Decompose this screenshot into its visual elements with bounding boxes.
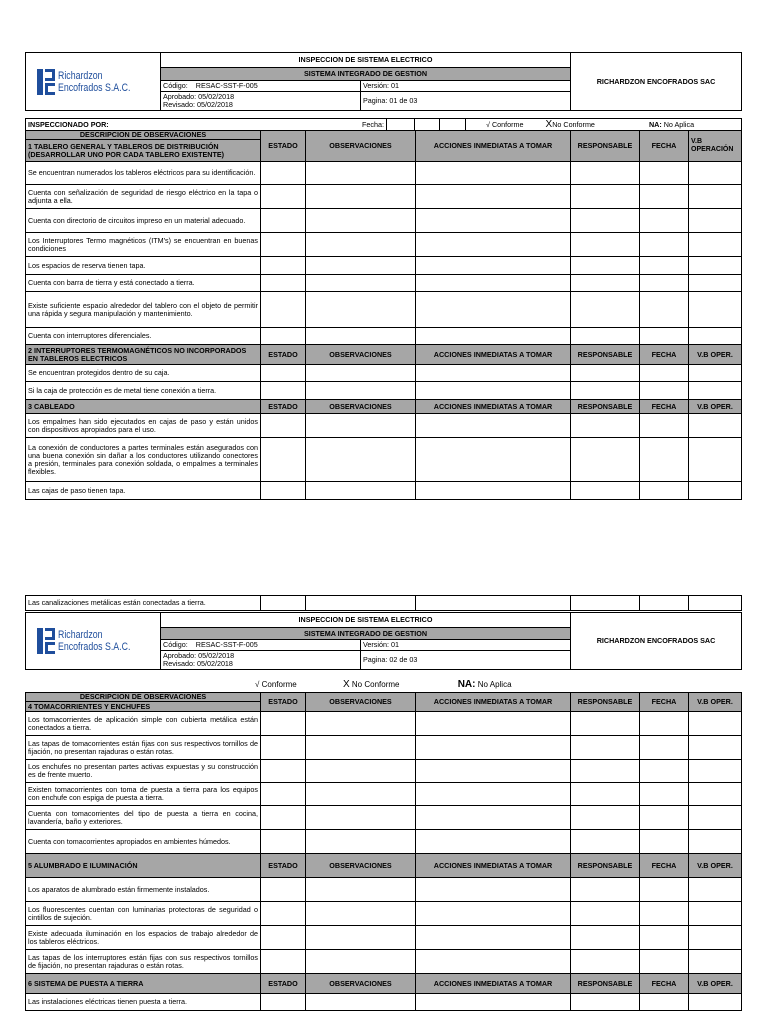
estado-cell[interactable] xyxy=(261,950,306,974)
estado-cell[interactable] xyxy=(261,275,306,292)
table-row xyxy=(26,328,742,345)
responsable-cell[interactable] xyxy=(571,365,640,382)
item-text: Cuenta con interruptores diferenciales. xyxy=(26,328,261,345)
obs-cell[interactable] xyxy=(306,292,416,328)
col-acciones: ACCIONES INMEDIATAS A TOMAR xyxy=(416,131,571,162)
item-text: Cuenta con señalización de seguridad de riesgo eléctrico en la tapa o adjunta a ella. xyxy=(26,185,261,209)
fecha-cell[interactable] xyxy=(640,596,689,611)
vb-cell[interactable] xyxy=(689,806,742,830)
logo xyxy=(26,613,161,670)
estado-cell[interactable] xyxy=(261,736,306,760)
item-text: Las canalizaciones metálicas están conectadas a tierra. xyxy=(26,596,261,611)
col-descripcion: DESCRIPCION DE OBSERVACIONES xyxy=(26,693,261,702)
table-row xyxy=(26,438,742,482)
col-acciones: ACCIONES INMEDIATAS A TOMAR xyxy=(416,854,571,878)
na-symbol: NA: xyxy=(457,679,476,690)
section-3-title: 3 CABLEADO xyxy=(26,400,261,414)
table-row xyxy=(26,760,742,783)
item-text: Los Interruptores Termo magnéticos (ITM's) se encuentran en buenas condiciones xyxy=(26,233,261,257)
acciones-cell[interactable] xyxy=(416,783,571,806)
acciones-cell[interactable] xyxy=(416,185,571,209)
estado-cell[interactable] xyxy=(261,712,306,736)
acciones-cell[interactable] xyxy=(416,878,571,902)
estado-cell[interactable] xyxy=(261,806,306,830)
fecha-cell[interactable] xyxy=(640,185,689,209)
na-label: No Aplica xyxy=(477,680,512,689)
estado-cell[interactable] xyxy=(261,783,306,806)
obs-cell[interactable] xyxy=(306,994,416,1011)
col-fecha: FECHA xyxy=(640,400,689,414)
table-row xyxy=(26,257,742,275)
item-text: Los tomacorrientes de aplicación simple con cubierta metálica están conectados a tierra. xyxy=(26,712,261,736)
obs-cell[interactable] xyxy=(306,482,416,500)
table-row xyxy=(26,275,742,292)
acciones-cell[interactable] xyxy=(416,596,571,611)
page2-main-table xyxy=(25,692,742,1011)
table-row xyxy=(26,365,742,382)
fecha-cell[interactable] xyxy=(640,209,689,233)
acciones-cell[interactable] xyxy=(416,209,571,233)
item-text: Cuenta con tomacorrientes apropiados en ambientes húmedos. xyxy=(26,830,261,854)
vb-cell[interactable] xyxy=(689,275,742,292)
acciones-cell[interactable] xyxy=(416,275,571,292)
vb-cell[interactable] xyxy=(689,292,742,328)
vb-cell[interactable] xyxy=(689,328,742,345)
fecha-cell[interactable] xyxy=(640,438,689,482)
col-fecha: FECHA xyxy=(640,693,689,712)
obs-cell[interactable] xyxy=(306,438,416,482)
page1-header xyxy=(25,52,742,111)
item-text: Cuenta con barra de tierra y está conectado a tierra. xyxy=(26,275,261,292)
acciones-cell[interactable] xyxy=(416,712,571,736)
col-estado: ESTADO xyxy=(261,854,306,878)
fecha-cell[interactable] xyxy=(640,712,689,736)
estado-cell[interactable] xyxy=(261,596,306,611)
item-text: Los fluorescentes cuentan con luminarias protectoras de seguridad o cintillos de sujeción. xyxy=(26,902,261,926)
estado-cell[interactable] xyxy=(261,926,306,950)
obs-cell[interactable] xyxy=(306,806,416,830)
vb-cell[interactable] xyxy=(689,830,742,854)
vb-cell[interactable] xyxy=(689,596,742,611)
no-conforme-label: No Conforme xyxy=(552,119,595,129)
col-observaciones: OBSERVACIONES xyxy=(306,131,416,162)
fecha-label: Fecha: xyxy=(341,119,387,131)
fecha-cell[interactable] xyxy=(640,328,689,345)
fecha-cell[interactable] xyxy=(640,902,689,926)
logo-mark-icon xyxy=(37,69,55,95)
acciones-cell[interactable] xyxy=(416,830,571,854)
acciones-cell[interactable] xyxy=(416,162,571,185)
item-text: Existe suficiente espacio alrededor del tablero con el objeto de permitir una rápida y segura manipulación y mantenimiento. xyxy=(26,292,261,328)
fecha-cell[interactable] xyxy=(640,783,689,806)
fecha-cell[interactable] xyxy=(640,926,689,950)
fecha-cell[interactable] xyxy=(640,830,689,854)
estado-cell[interactable] xyxy=(261,382,306,400)
no-conforme-symbol: X xyxy=(545,118,553,130)
acciones-cell[interactable] xyxy=(416,950,571,974)
item-text: Los aparatos de alumbrado están firmemente instalados. xyxy=(26,878,261,902)
codigo: Código: RESAC-SST-F-005 xyxy=(161,81,361,92)
logo-line2: Encofrados S.A.C. xyxy=(58,641,131,653)
responsable-cell[interactable] xyxy=(571,209,640,233)
vb-cell[interactable] xyxy=(689,783,742,806)
fecha-year-box[interactable] xyxy=(440,119,466,131)
logo-line1: Richardzon xyxy=(58,69,103,82)
col-vb-oper: V.B OPER. xyxy=(689,693,742,712)
obs-cell[interactable] xyxy=(306,257,416,275)
page1-main-table xyxy=(25,130,742,500)
estado-cell[interactable] xyxy=(261,830,306,854)
item-text: La conexión de conductores a partes terminales están asegurados con una buena conexión sin dañar a los conductores utilizando conectores a presión, terminales para conexión soldada, o empalmes a terminales flexibles. xyxy=(26,438,261,482)
col-acciones: ACCIONES INMEDIATAS A TOMAR xyxy=(416,693,571,712)
responsable-cell[interactable] xyxy=(571,950,640,974)
acciones-cell[interactable] xyxy=(416,292,571,328)
table-row xyxy=(26,596,742,611)
responsable-cell[interactable] xyxy=(571,233,640,257)
conforme-label: Conforme xyxy=(261,680,297,689)
obs-cell[interactable] xyxy=(306,365,416,382)
acciones-cell[interactable] xyxy=(416,438,571,482)
col-observaciones: OBSERVACIONES xyxy=(306,974,416,994)
company-name: RICHARDZON ENCOFRADOS SAC xyxy=(571,613,742,670)
obs-cell[interactable] xyxy=(306,830,416,854)
estado-cell[interactable] xyxy=(261,902,306,926)
estado-cell[interactable] xyxy=(261,233,306,257)
table-row xyxy=(26,292,742,328)
form-title: INSPECCION DE SISTEMA ELECTRICO xyxy=(161,613,571,628)
item-text: Las instalaciones eléctricas tienen puesta a tierra. xyxy=(26,994,261,1011)
obs-cell[interactable] xyxy=(306,926,416,950)
table-row xyxy=(26,902,742,926)
obs-cell[interactable] xyxy=(306,328,416,345)
responsable-cell[interactable] xyxy=(571,292,640,328)
acciones-cell[interactable] xyxy=(416,902,571,926)
responsable-cell[interactable] xyxy=(571,275,640,292)
col-fecha: FECHA xyxy=(640,131,689,162)
responsable-cell[interactable] xyxy=(571,760,640,783)
responsable-cell[interactable] xyxy=(571,994,640,1011)
responsable-cell[interactable] xyxy=(571,596,640,611)
estado-cell[interactable] xyxy=(261,760,306,783)
col-acciones: ACCIONES INMEDIATAS A TOMAR xyxy=(416,400,571,414)
col-estado: ESTADO xyxy=(261,400,306,414)
obs-cell[interactable] xyxy=(306,209,416,233)
estado-cell[interactable] xyxy=(261,482,306,500)
vb-cell[interactable] xyxy=(689,760,742,783)
col-responsable: RESPONSABLE xyxy=(571,400,640,414)
responsable-cell[interactable] xyxy=(571,414,640,438)
item-text: Existe adecuada iluminación en los espacios de trabajo alrededor de los tableros eléctricos. xyxy=(26,926,261,950)
page2-legend xyxy=(255,679,635,690)
col-vb-operacion: V.B OPERACIÓN xyxy=(689,131,742,162)
responsable-cell[interactable] xyxy=(571,806,640,830)
vb-cell[interactable] xyxy=(689,209,742,233)
estado-cell[interactable] xyxy=(261,994,306,1011)
estado-cell[interactable] xyxy=(261,292,306,328)
item-text: Se encuentran protegidos dentro de su caja. xyxy=(26,365,261,382)
aprobado-revisado: Aprobado: 05/02/2018 Revisado: 05/02/2018 xyxy=(161,651,361,670)
fecha-cell[interactable] xyxy=(640,414,689,438)
obs-cell[interactable] xyxy=(306,950,416,974)
item-text: Los empalmes han sido ejecutados en cajas de paso y están unidos con dispositivos apropiados para el uso. xyxy=(26,414,261,438)
estado-cell[interactable] xyxy=(261,328,306,345)
responsable-cell[interactable] xyxy=(571,382,640,400)
item-text: Si la caja de protección es de metal tiene conexión a tierra. xyxy=(26,382,261,400)
vb-cell[interactable] xyxy=(689,365,742,382)
vb-cell[interactable] xyxy=(689,185,742,209)
responsable-cell[interactable] xyxy=(571,328,640,345)
col-estado: ESTADO xyxy=(261,693,306,712)
estado-cell[interactable] xyxy=(261,878,306,902)
responsable-cell[interactable] xyxy=(571,438,640,482)
table-row xyxy=(26,994,742,1011)
fecha-cell[interactable] xyxy=(640,806,689,830)
logo-line1: Richardzon xyxy=(58,629,103,641)
acciones-cell[interactable] xyxy=(416,482,571,500)
acciones-cell[interactable] xyxy=(416,414,571,438)
vb-cell[interactable] xyxy=(689,712,742,736)
col-responsable: RESPONSABLE xyxy=(571,974,640,994)
obs-cell[interactable] xyxy=(306,783,416,806)
fecha-cell[interactable] xyxy=(640,233,689,257)
acciones-cell[interactable] xyxy=(416,806,571,830)
obs-cell[interactable] xyxy=(306,878,416,902)
inspeccionado-por-label: INSPECCIONADO POR: xyxy=(26,119,341,131)
col-observaciones: OBSERVACIONES xyxy=(306,345,416,365)
responsable-cell[interactable] xyxy=(571,926,640,950)
vb-cell[interactable] xyxy=(689,414,742,438)
obs-cell[interactable] xyxy=(306,233,416,257)
responsable-cell[interactable] xyxy=(571,736,640,760)
fecha-cell[interactable] xyxy=(640,257,689,275)
fecha-cell[interactable] xyxy=(640,275,689,292)
table-row xyxy=(26,233,742,257)
col-responsable: RESPONSABLE xyxy=(571,345,640,365)
vb-cell[interactable] xyxy=(689,736,742,760)
acciones-cell[interactable] xyxy=(416,994,571,1011)
na-symbol: NA: xyxy=(648,119,662,129)
col-responsable: RESPONSABLE xyxy=(571,131,640,162)
table-row xyxy=(26,185,742,209)
col-acciones: ACCIONES INMEDIATAS A TOMAR xyxy=(416,345,571,365)
table-row xyxy=(26,830,742,854)
col-observaciones: OBSERVACIONES xyxy=(306,854,416,878)
responsable-cell[interactable] xyxy=(571,162,640,185)
estado-cell[interactable] xyxy=(261,162,306,185)
logo xyxy=(26,53,161,111)
fecha-cell[interactable] xyxy=(640,760,689,783)
acciones-cell[interactable] xyxy=(416,328,571,345)
col-fecha: FECHA xyxy=(640,345,689,365)
col-vb-oper: V.B OPER. xyxy=(689,400,742,414)
table-row xyxy=(26,806,742,830)
obs-cell[interactable] xyxy=(306,382,416,400)
responsable-cell[interactable] xyxy=(571,878,640,902)
table-row xyxy=(26,878,742,902)
section-5-title: 5 ALUMBRADO E ILUMINACIÓN xyxy=(26,854,261,878)
conforme-symbol: √ xyxy=(486,119,490,129)
obs-cell[interactable] xyxy=(306,414,416,438)
obs-cell[interactable] xyxy=(306,185,416,209)
responsable-cell[interactable] xyxy=(571,830,640,854)
col-fecha: FECHA xyxy=(640,854,689,878)
section-6-title: 6 SISTEMA DE PUESTA A TIERRA xyxy=(26,974,261,994)
na-label: No Aplica xyxy=(663,119,695,129)
fecha-day-box[interactable] xyxy=(387,119,415,131)
col-responsable: RESPONSABLE xyxy=(571,854,640,878)
col-vb-oper: V.B OPER. xyxy=(689,345,742,365)
estado-cell[interactable] xyxy=(261,185,306,209)
item-text: Los espacios de reserva tienen tapa. xyxy=(26,257,261,275)
col-vb-oper: V.B OPER. xyxy=(689,854,742,878)
pagina: Pagina: 02 de 03 xyxy=(361,651,571,670)
obs-cell[interactable] xyxy=(306,902,416,926)
vb-cell[interactable] xyxy=(689,994,742,1011)
acciones-cell[interactable] xyxy=(416,760,571,783)
table-row xyxy=(26,712,742,736)
acciones-cell[interactable] xyxy=(416,365,571,382)
logo-mark-icon xyxy=(37,628,55,654)
fecha-cell[interactable] xyxy=(640,736,689,760)
estado-cell[interactable] xyxy=(261,414,306,438)
col-observaciones: OBSERVACIONES xyxy=(306,400,416,414)
item-text: Las tapas de los interruptores están fijas con sus respectivos tornillos de fijación, no presentan rajaduras o están rotas. xyxy=(26,950,261,974)
company-name: RICHARDZON ENCOFRADOS SAC xyxy=(571,53,742,111)
vb-cell[interactable] xyxy=(689,482,742,500)
acciones-cell[interactable] xyxy=(416,926,571,950)
table-row xyxy=(26,783,742,806)
conforme-symbol: √ xyxy=(255,680,260,689)
aprobado-revisado: Aprobado: 05/02/2018 Revisado: 05/02/2018 xyxy=(161,92,361,111)
obs-cell[interactable] xyxy=(306,712,416,736)
page2-header xyxy=(25,612,742,670)
item-text: Existen tomacorrientes con toma de puesta a tierra para los equipos con enchufe con espiga de puesta a tierra. xyxy=(26,783,261,806)
col-vb-oper: V.B OPER. xyxy=(689,974,742,994)
item-text: Cuenta con directorio de circuitos impreso en un material adecuado. xyxy=(26,209,261,233)
col-observaciones: OBSERVACIONES xyxy=(306,693,416,712)
estado-cell[interactable] xyxy=(261,438,306,482)
table-row xyxy=(26,736,742,760)
form-title: INSPECCION DE SISTEMA ELECTRICO xyxy=(161,53,571,68)
col-estado: ESTADO xyxy=(261,345,306,365)
fecha-cell[interactable] xyxy=(640,994,689,1011)
acciones-cell[interactable] xyxy=(416,736,571,760)
obs-cell[interactable] xyxy=(306,596,416,611)
col-acciones: ACCIONES INMEDIATAS A TOMAR xyxy=(416,974,571,994)
section-2-title: 2 INTERRUPTORES TERMOMAGNÉTICOS NO INCORPORADOS EN TABLEROS ELECTRICOS xyxy=(26,345,261,365)
no-conforme-symbol: X xyxy=(342,679,350,690)
table-row xyxy=(26,414,742,438)
no-conforme-label: No Conforme xyxy=(351,680,400,689)
item-text: Las tapas de tomacorrientes están fijas con sus respectivos tornillos de fijación, no presentan rajaduras o están rotas. xyxy=(26,736,261,760)
item-text: Las cajas de paso tienen tapa. xyxy=(26,482,261,500)
fecha-cell[interactable] xyxy=(640,292,689,328)
obs-cell[interactable] xyxy=(306,736,416,760)
version: Versión: 01 xyxy=(361,81,571,92)
table-row xyxy=(26,209,742,233)
obs-cell[interactable] xyxy=(306,162,416,185)
responsable-cell[interactable] xyxy=(571,482,640,500)
estado-cell[interactable] xyxy=(261,209,306,233)
col-descripcion: DESCRIPCION DE OBSERVACIONES xyxy=(26,131,261,140)
table-row xyxy=(26,162,742,185)
section-1-title: 1 TABLERO GENERAL Y TABLEROS DE DISTRIBUCIÓN (DESARROLLAR UNO POR CADA TABLERO EXISTENTE) xyxy=(26,140,261,162)
acciones-cell[interactable] xyxy=(416,382,571,400)
responsable-cell[interactable] xyxy=(571,712,640,736)
responsable-cell[interactable] xyxy=(571,257,640,275)
item-text: Cuenta con tomacorrientes del tipo de puesta a tierra en cocina, lavandería, baño y exteriores. xyxy=(26,806,261,830)
fecha-cell[interactable] xyxy=(640,482,689,500)
vb-cell[interactable] xyxy=(689,902,742,926)
table-row xyxy=(26,482,742,500)
vb-cell[interactable] xyxy=(689,950,742,974)
form-subtitle: SISTEMA INTEGRADO DE GESTION xyxy=(161,628,571,640)
obs-cell[interactable] xyxy=(306,275,416,292)
acciones-cell[interactable] xyxy=(416,233,571,257)
col-estado: ESTADO xyxy=(261,974,306,994)
fecha-cell[interactable] xyxy=(640,878,689,902)
vb-cell[interactable] xyxy=(689,926,742,950)
form-subtitle: SISTEMA INTEGRADO DE GESTION xyxy=(161,68,571,81)
page2-continuation-row xyxy=(25,595,742,611)
section-4-title: 4 TOMACORRIENTES Y ENCHUFES xyxy=(26,702,261,712)
vb-cell[interactable] xyxy=(689,257,742,275)
fecha-cell[interactable] xyxy=(640,162,689,185)
estado-cell[interactable] xyxy=(261,365,306,382)
table-row xyxy=(26,950,742,974)
fecha-cell[interactable] xyxy=(640,365,689,382)
table-row xyxy=(26,926,742,950)
item-text: Se encuentran numerados los tableros eléctricos para su identificación. xyxy=(26,162,261,185)
vb-cell[interactable] xyxy=(689,382,742,400)
logo-line2: Encofrados S.A.C. xyxy=(58,81,131,94)
table-row xyxy=(26,382,742,400)
pagina: Pagina: 01 de 03 xyxy=(361,92,571,111)
responsable-cell[interactable] xyxy=(571,185,640,209)
item-text: Los enchufes no presentan partes activas expuestas y su construcción es de frente muerto. xyxy=(26,760,261,783)
col-fecha: FECHA xyxy=(640,974,689,994)
vb-cell[interactable] xyxy=(689,162,742,185)
responsable-cell[interactable] xyxy=(571,783,640,806)
col-responsable: RESPONSABLE xyxy=(571,693,640,712)
fecha-cell[interactable] xyxy=(640,950,689,974)
obs-cell[interactable] xyxy=(306,760,416,783)
version: Versión: 01 xyxy=(361,640,571,651)
fecha-month-box[interactable] xyxy=(415,119,440,131)
acciones-cell[interactable] xyxy=(416,257,571,275)
responsable-cell[interactable] xyxy=(571,902,640,926)
col-estado: ESTADO xyxy=(261,131,306,162)
fecha-cell[interactable] xyxy=(640,382,689,400)
estado-cell[interactable] xyxy=(261,257,306,275)
conforme-label: Conforme xyxy=(491,119,524,129)
vb-cell[interactable] xyxy=(689,878,742,902)
legend-1 xyxy=(466,119,742,131)
codigo: Código: RESAC-SST-F-005 xyxy=(161,640,361,651)
vb-cell[interactable] xyxy=(689,233,742,257)
vb-cell[interactable] xyxy=(689,438,742,482)
